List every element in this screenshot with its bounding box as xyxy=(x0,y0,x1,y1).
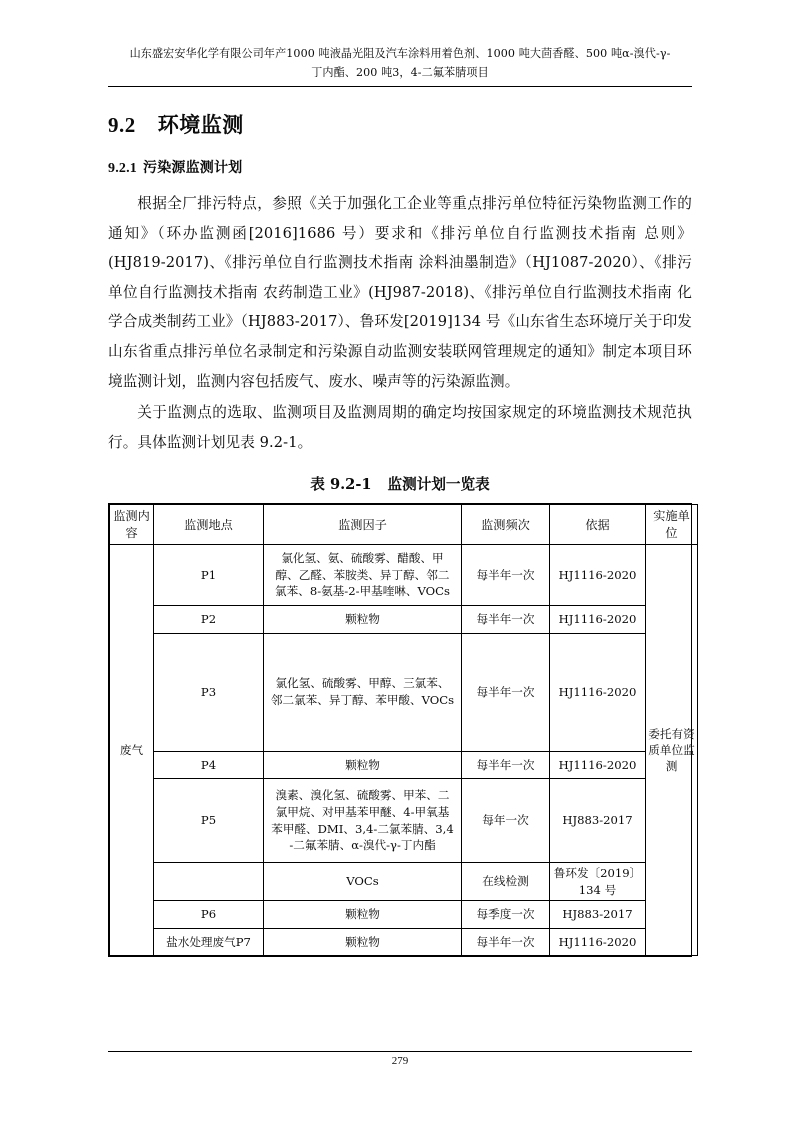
cell-category-waste-gas: 废气 xyxy=(110,545,154,956)
cell-factors: 颗粒物 xyxy=(264,901,462,929)
running-header-line-2: 丁内酯、200 吨3，4-二氟苯腈项目 xyxy=(311,66,489,79)
cell-frequency: 每年一次 xyxy=(462,779,550,863)
table-row xyxy=(110,605,698,633)
cell-basis: HJ1116-2020 xyxy=(550,633,646,751)
table-row xyxy=(110,633,698,751)
subsection-number: 9.2.1 xyxy=(108,161,137,176)
cell-basis: HJ883-2017 xyxy=(550,779,646,863)
column-header-factors: 监测因子 xyxy=(264,505,462,545)
cell-location: P4 xyxy=(154,751,264,779)
footer-divider xyxy=(108,1051,692,1052)
table-row xyxy=(110,901,698,929)
cell-frequency: 在线检测 xyxy=(462,863,550,901)
subsection-heading xyxy=(108,157,692,177)
cell-frequency: 每半年一次 xyxy=(462,545,550,606)
cell-factors: 氯化氢、硫酸雾、甲醇、三氯苯、邻二氯苯、异丁醇、苯甲酸、VOCs xyxy=(264,633,462,751)
cell-factors: 颗粒物 xyxy=(264,605,462,633)
header-divider xyxy=(108,86,692,87)
cell-basis: HJ883-2017 xyxy=(550,901,646,929)
cell-factors: 溴素、溴化氢、硫酸雾、甲苯、二氯甲烷、对甲基苯甲醚、4-甲氧基苯甲醛、DMI、3,4-二氯苯腈、3,4-二氟苯腈、α-溴代-γ-丁内酯 xyxy=(264,779,462,863)
table-caption-title: 监测计划一览表 xyxy=(387,476,490,494)
table-row xyxy=(110,928,698,956)
table-caption xyxy=(108,473,692,494)
cell-basis: 鲁环发〔2019〕134 号 xyxy=(550,863,646,901)
cell-basis: HJ1116-2020 xyxy=(550,605,646,633)
cell-location: P1 xyxy=(154,545,264,606)
section-number: 9.2 xyxy=(108,113,136,137)
cell-frequency: 每半年一次 xyxy=(462,633,550,751)
table-caption-number: 表 9.2-1 xyxy=(310,476,372,494)
monitoring-plan-table-frame xyxy=(108,503,695,957)
cell-frequency: 每半年一次 xyxy=(462,751,550,779)
table-row xyxy=(110,545,698,606)
cell-location xyxy=(154,863,264,901)
section-title: 环境监测 xyxy=(157,112,244,137)
cell-location: 盐水处理废气P7 xyxy=(154,928,264,956)
cell-basis: HJ1116-2020 xyxy=(550,928,646,956)
column-header-frequency: 监测频次 xyxy=(462,505,550,545)
cell-implementer: 委托有资质单位监测 xyxy=(646,545,698,956)
monitoring-plan-table xyxy=(109,504,698,956)
column-header-content: 监测内容 xyxy=(110,505,154,545)
cell-factors: 颗粒物 xyxy=(264,928,462,956)
body-paragraph-2: 关于监测点的选取、监测项目及监测周期的确定均按国家规定的环境监测技术规范执行。具体监测计划见表 9.2-1。 xyxy=(108,404,692,451)
cell-location: P5 xyxy=(154,779,264,863)
cell-factors: VOCs xyxy=(264,863,462,901)
cell-location: P3 xyxy=(154,633,264,751)
section-heading xyxy=(108,109,692,139)
cell-location: P2 xyxy=(154,605,264,633)
table-row xyxy=(110,751,698,779)
cell-location: P6 xyxy=(154,901,264,929)
body-paragraph-1: 根据全厂排污特点，参照《关于加强化工企业等重点排污单位特征污染物监测工作的通知》（环办监测函[2016]1686 号）要求和《排污单位自行监测技术指南 总则》(HJ819-2017)、《排污单位自行监测技术指南 涂料油墨制造》（HJ1087-2020）、《排污单位自行监测技术指南 农药制造工业》(HJ987-2018)、《排污单位自行监测技术指南 化学合成类制药工业》（HJ883-2017）、鲁环发[2019]134 号《山东省生态环境厅关于印发山东省重点排污单位名录制定和污染源自动监测安装联网管理规定的通知》制定本项目环境监测计划，监测内容包括废气、废水、噪声等的污染源监测。 xyxy=(108,195,692,390)
running-header-line-1: 山东盛宏安华化学有限公司年产1000 吨液晶光阻及汽车涂料用着色剂、1000 吨大茴香醛、500 吨α-溴代-γ- xyxy=(129,47,671,60)
cell-basis: HJ1116-2020 xyxy=(550,545,646,606)
page-number: 279 xyxy=(391,1055,409,1067)
cell-basis: HJ1116-2020 xyxy=(550,751,646,779)
cell-factors: 氯化氢、氨、硫酸雾、醋酸、甲醇、乙醛、苯胺类、异丁醇、邻二氯苯、8-氨基-2-甲基喹啉、VOCs xyxy=(264,545,462,606)
column-header-basis: 依据 xyxy=(550,505,646,545)
cell-frequency: 每半年一次 xyxy=(462,928,550,956)
running-header xyxy=(108,44,692,82)
cell-factors: 颗粒物 xyxy=(264,751,462,779)
table-header-row xyxy=(110,505,698,545)
cell-frequency: 每季度一次 xyxy=(462,901,550,929)
table-row xyxy=(110,779,698,863)
column-header-location: 监测地点 xyxy=(154,505,264,545)
column-header-implementer: 实施单位 xyxy=(646,505,698,545)
page-footer xyxy=(108,1051,692,1067)
subsection-title: 污染源监测计划 xyxy=(143,160,243,176)
table-row xyxy=(110,863,698,901)
cell-frequency: 每半年一次 xyxy=(462,605,550,633)
